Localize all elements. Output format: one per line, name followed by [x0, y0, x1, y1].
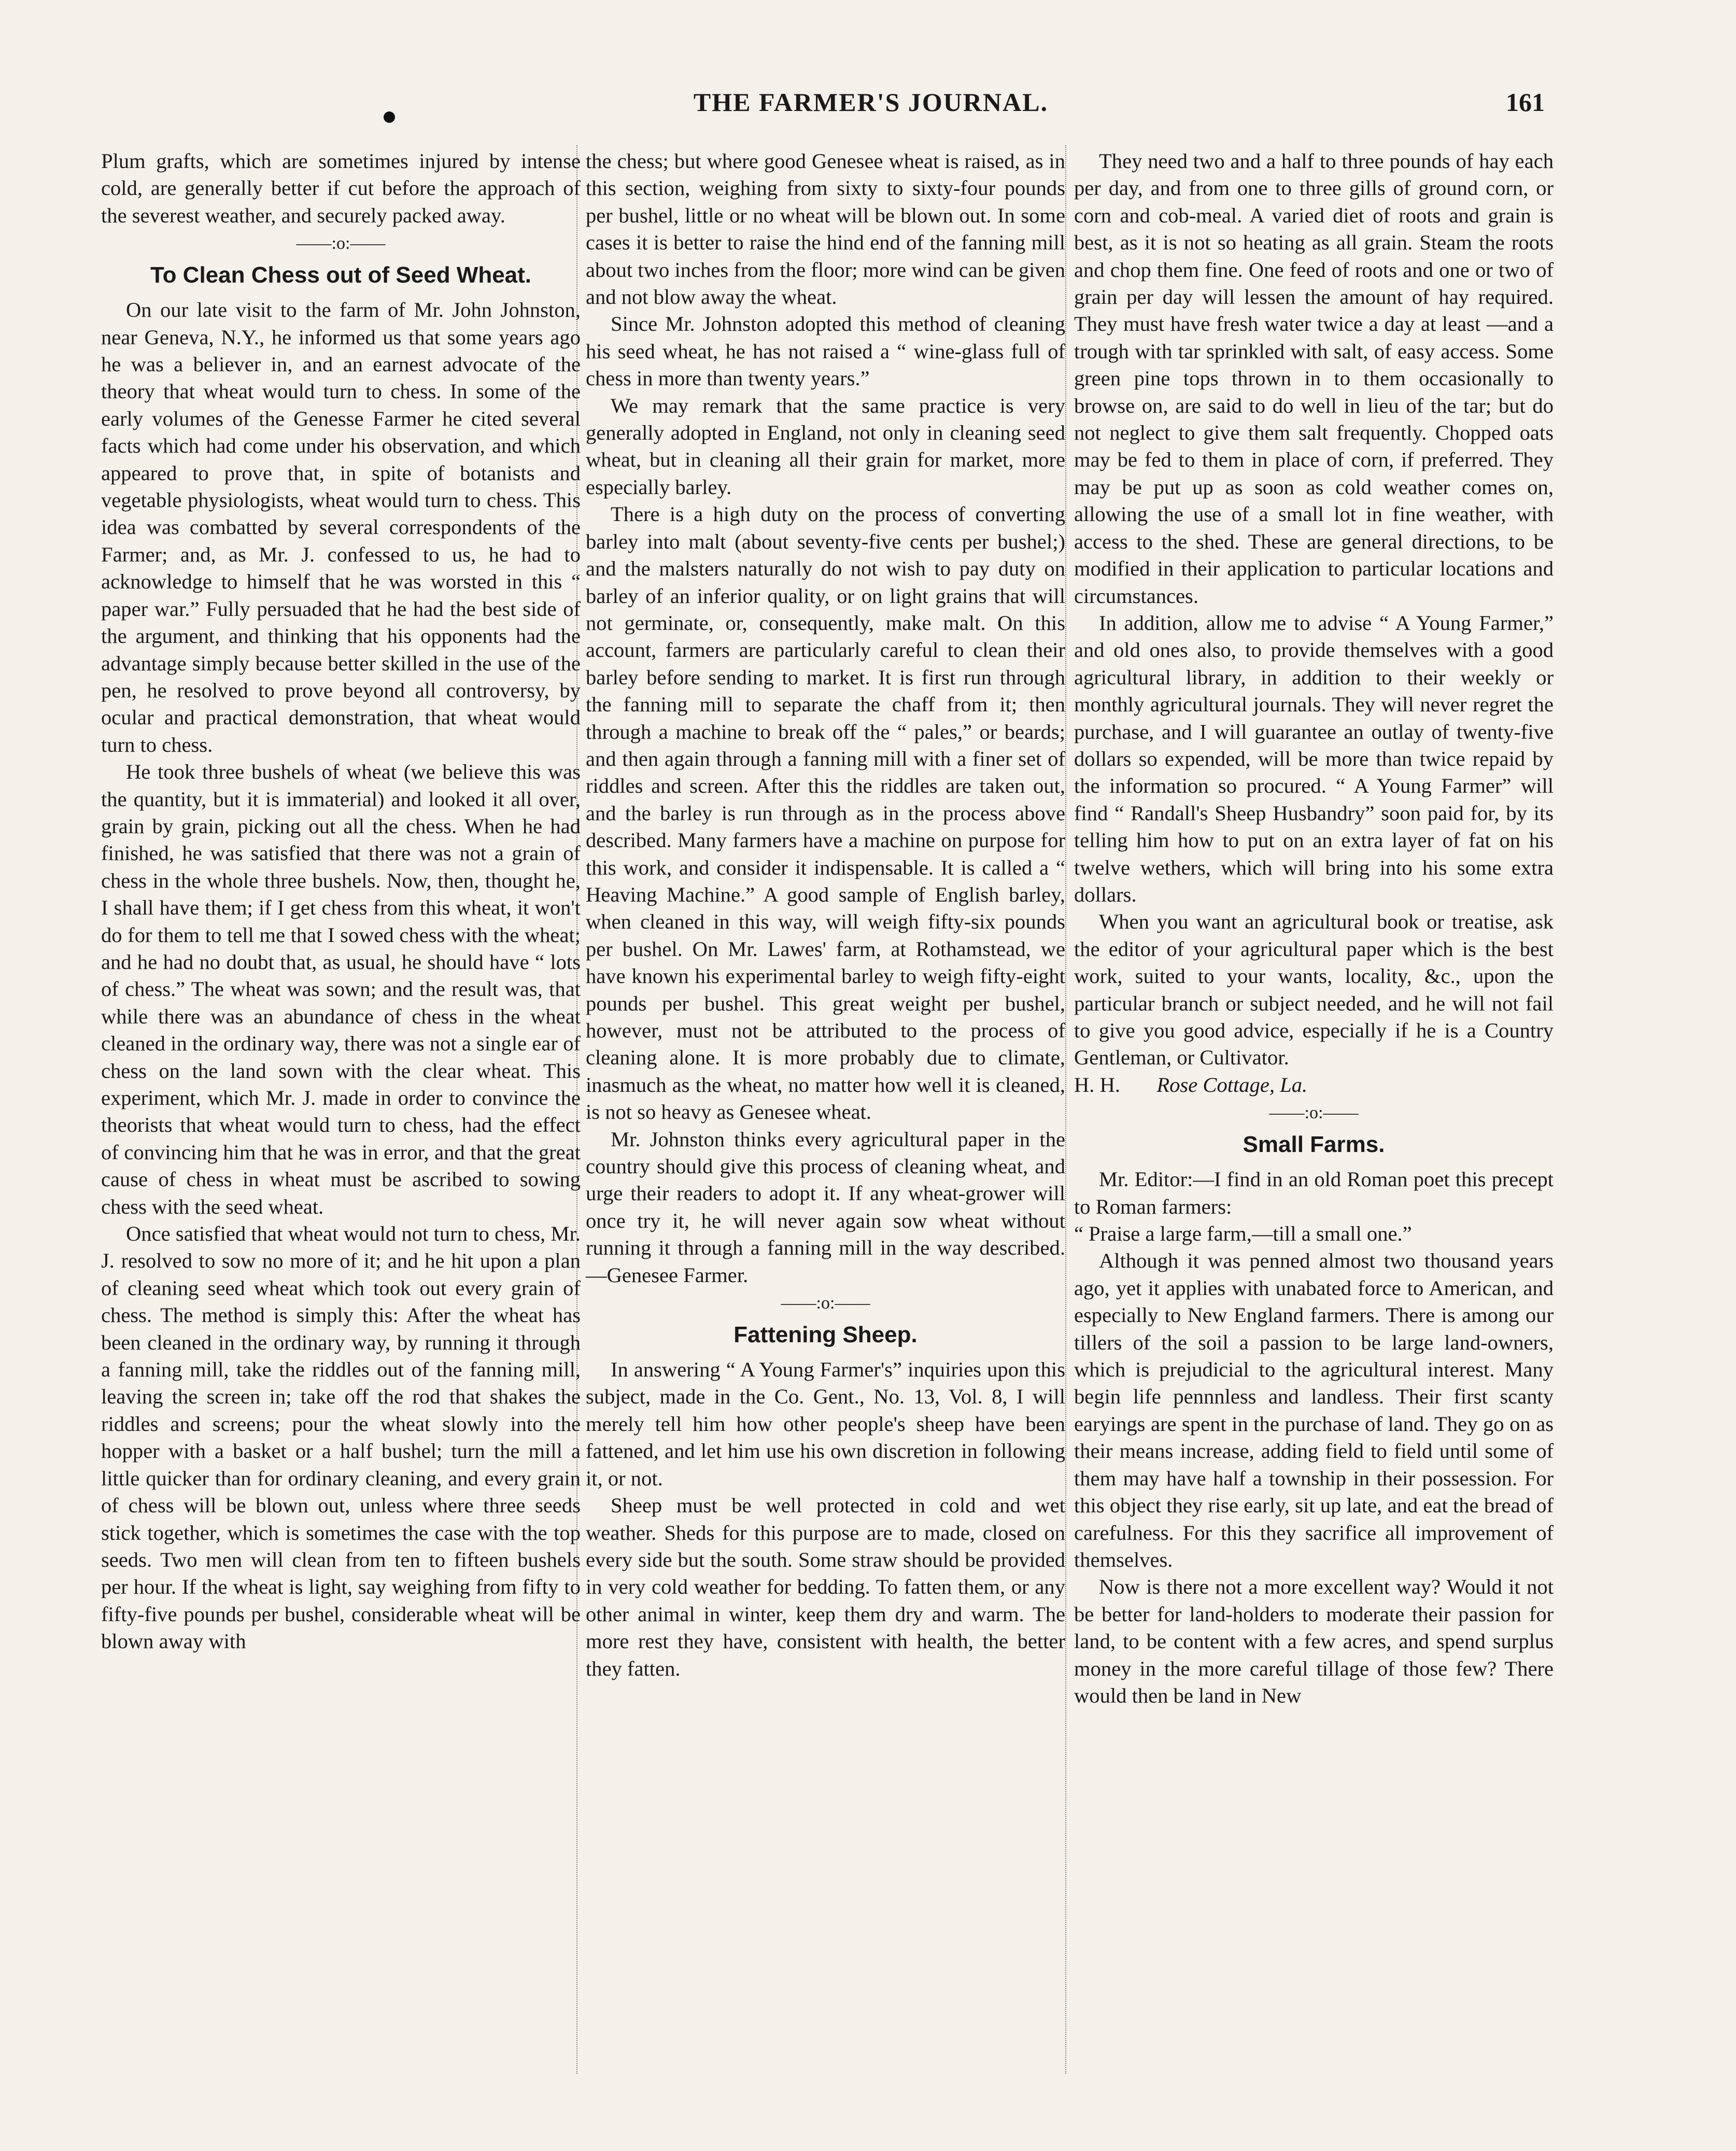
page-number: 161	[1506, 88, 1545, 117]
signature-line	[1074, 1072, 1554, 1099]
section-separator: ——:o:——	[296, 234, 386, 254]
signature: H. H.	[1074, 1073, 1121, 1096]
paragraph: We may remark that the same practice is very generally adopted in England, not only in cleaning seed wheat, but in cleaning all their grain for market, more especially barley.	[586, 393, 1065, 499]
journal-header: THE FARMER'S JOURNAL.	[693, 88, 1049, 117]
paragraph: They need two and a half to three pounds of hay each per day, and from one to three gills of ground corn, or corn and cob-meal. A varied diet of roots and grain is best, as it is not so heating as all grain. Steam the roots and chop them fine. One feed of roots and one or two of grain per day will lessen the amount of hay required. They must have fresh water twice a day at least —and a trough with tar sprinkled with salt, of easy access. Some green pine tops thrown in to them occasionally to browse on, are said to do well in lieu of the tar; but do not neglect to give them salt frequently. Chopped oats may be fed to them in place of corn, if preferred. They may be put up as soon as cold weather comes on, allowing the use of a small lot in fine weather, with access to the shed. These are general directions, to be modified in their application to particular locations and circumstances.	[1074, 149, 1554, 608]
ink-dot	[384, 111, 395, 123]
paragraph: When you want an agricultural book or treatise, ask the editor of your agricultural paper which is the best work, suited to your wants, locality, &c., upon the particular branch or subject needed, and he will not fail to give you good advice, especially if he is a Country Gentleman, or Cultivator.	[1074, 910, 1554, 1070]
paragraph: Although it was penned almost two thousand years ago, yet it applies with unabated force to American, and especially to New England farmers. There is among our tillers of the soil a passion to be large land-owners, which is prejudicial to the agricultural interest. Many begin life pennnless and landless. Their first scanty earyings are spent in the purchase of land. They go on as their means increase, adding field to field until some of them may have half a township in their possession. For this object they rise early, sit up late, and eat the bread of carefulness. For this they sacrifice all improvement of themselves.	[1074, 1249, 1554, 1571]
article-title: Small Farms.	[1243, 1132, 1385, 1158]
paragraph: He took three bushels of wheat (we believe this was the quantity, but it is immaterial) and looked it all over, grain by grain, picking out all the chess. When he had finished, he was satisfied that there was not a grain of chess in the whole three bushels. Now, then, thought he, I shall have them; if I get chess from this wheat, it won't do for them to tell me that I sowed chess with the wheat; and he had no doubt that, as usual, he should have “ lots of chess.” The wheat was sown; and the result was, that while there was an abundance of chess in the wheat cleaned in the ordinary way, there was not a single ear of chess on the land sown with the clear wheat. This experiment, which Mr. J. made in order to convince the theorists that wheat would turn to chess, had the effect of convincing him that he was in error, and that the great cause of chess in wheat must be ascribed to sowing chess with the seed wheat.	[101, 760, 581, 1218]
quotation: “ Praise a large farm,—till a small one.”	[1074, 1222, 1412, 1246]
column-divider	[1065, 145, 1066, 2074]
paragraph: Mr. Johnston thinks every agricultural paper in the country should give this process of cleaning wheat, and urge their readers to adopt it. If any wheat-grower will once try it, he will never again sow wheat without running it through a fanning mill in the way described.—Genesee Farmer.	[586, 1127, 1065, 1287]
paragraph: Sheep must be well protected in cold and wet weather. Sheds for this purpose are to made, closed on every side but the south. Some straw should be provided in very cold weather for bedding. To fatten them, or any other animal in winter, keep them dry and warm. The more rest they have, consistent with health, the better they fatten.	[586, 1494, 1065, 1680]
article-title: To Clean Chess out of Seed Wheat.	[150, 262, 532, 288]
article-title: Fattening Sheep.	[733, 1322, 918, 1348]
section-separator: ——:o:——	[1269, 1103, 1359, 1123]
paragraph: In addition, allow me to advise “ A Young Farmer,” and old ones also, to provide themselves with a good agricultural library, in addition to their weekly or monthly agricultural journals. They will never regret the purchase, and I will guarantee an outlay of twenty-five dollars so expended, will be more than twice repaid by the information so procured. “ A Young Farmer” will find “ Randall's Sheep Husbandry” soon paid for, by its telling him how to put on an extra layer of fat on his twelve wethers, which will bring into his some extra dollars.	[1074, 611, 1554, 906]
paragraph: Once satisfied that wheat would not turn to chess, Mr. J. resolved to sow no more of it; and he hit upon a plan of cleaning seed wheat which took out every grain of chess. The method is simply this: After the wheat has been cleaned in the ordinary way, by running it through a fanning mill, take the riddles out of the fanning mill, leaving the screen in; take off the rod that shakes the riddles and screens; pour the wheat slowly into the hopper with a basket or a half bushel; turn the mill a little quicker than for ordinary cleaning, and every grain of chess will be blown out, unless where three seeds stick together, which is sometimes the case with the top seeds. Two men will clean from ten to fifteen bushels per hour. If the wheat is light, say weighing from fifty to fifty-five pounds per bushel, considerable wheat will be blown away with	[101, 1222, 581, 1653]
paragraph: Mr. Editor:—I find in an old Roman poet this precept to Roman farmers:	[1074, 1168, 1554, 1218]
paragraph: the chess; but where good Genesee wheat is raised, as in this section, weighing from sixty to sixty-four pounds per bushel, little or no wheat will be blown out. In some cases it is better to raise the hind end of the fanning mill about two inches from the floor; more wind can be given and not blow away the wheat.	[586, 149, 1065, 309]
paragraph: Plum grafts, which are sometimes injured by intense cold, are generally better if cut before the approach of the severest weather, and securely packed away.	[101, 149, 581, 227]
column-1	[101, 148, 581, 1655]
column-3	[1074, 148, 1554, 1709]
location: Rose Cottage, La.	[1156, 1073, 1308, 1096]
paragraph: In answering “ A Young Farmer's” inquiries upon this subject, made in the Co. Gent., No. 13, Vol. 8, I will merely tell him how other people's sheep have been fattened, and let him use his own discretion in following it, or not.	[586, 1358, 1065, 1490]
paragraph: Now is there not a more excellent way? Would it not be better for land-holders to moderate their passion for land, to be content with a few acres, and spend surplus money in the more careful tillage of those few? There would then be land in New	[1074, 1575, 1554, 1707]
column-2	[586, 148, 1065, 1682]
section-separator: ——:o:——	[781, 1294, 870, 1313]
paragraph: There is a high duty on the process of converting barley into malt (about seventy-five cents per bushel;) and the malsters naturally do not wish to pay duty on barley of an inferior quality, or on light grains that will not germinate, or, consequently, make malt. On this account, farmers are particularly careful to clean their barley before sending to market. It is first run through the fanning mill to separate the chaff from it; then through a machine to break off the “ pales,” or beards; and then again through a fanning mill with a finer set of riddles and screen. After this the riddles are taken out, and the barley is run through as in the process above described. Many farmers have a machine on purpose for this work, and consider it indispensable. It is called a “ Heaving Machine.” A good sample of English barley, when cleaned in this way, will weigh fifty-six pounds per bushel. On Mr. Lawes' farm, at Rothamstead, we have known his experimental barley to weigh fifty-eight pounds per bushel. This great weight per bushel, however, must not be attributed to the process of cleaning alone. It is more probably due to climate, inasmuch as the wheat, no matter how well it is cleaned, is not so heavy as Genesee wheat.	[586, 502, 1065, 1124]
paragraph: On our late visit to the farm of Mr. John Johnston, near Geneva, N.Y., he informed us that some years ago he was a believer in, and an earnest advocate of the theory that wheat would turn to chess. In some of the early volumes of the Genesse Farmer he cited several facts which had come under his observation, and which appeared to prove that, in spite of botanists and vegetable physiologists, wheat would turn to chess. This idea was combatted by several correspondents of the Farmer; and, as Mr. J. confessed to us, he had to acknowledge to himself that he was worsted in this “ paper war.” Fully persuaded that he had the best side of the argument, and thinking that his opponents had the advantage simply because better skilled in the use of the pen, he resolved to prove beyond all controversy, by ocular and practical demonstration, that wheat would turn to chess.	[101, 298, 581, 756]
paragraph: Since Mr. Johnston adopted this method of cleaning his seed wheat, he has not raised a “ wine-glass full of chess in more than twenty years.”	[586, 312, 1065, 390]
